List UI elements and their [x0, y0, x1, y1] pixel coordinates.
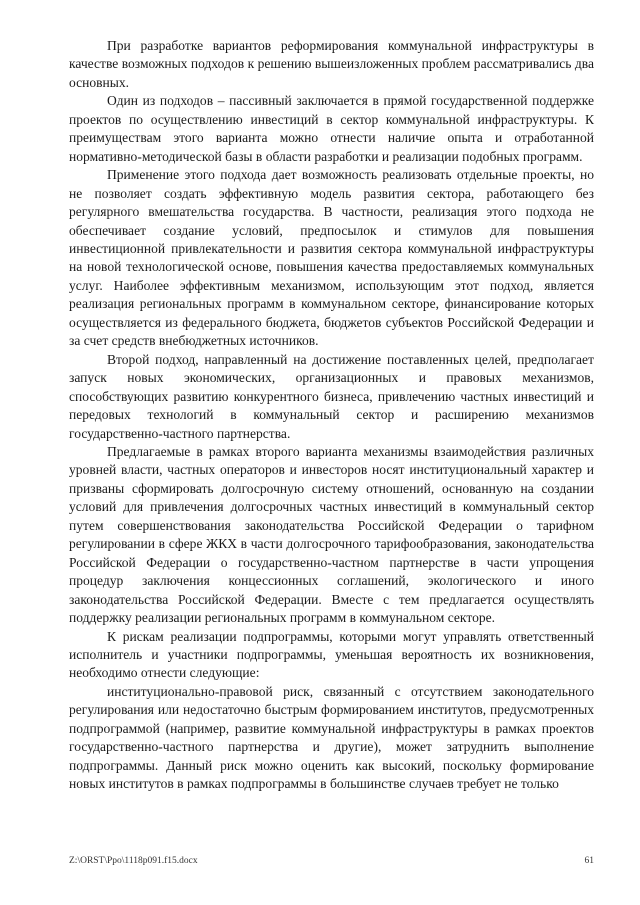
- footer-file-path: Z:\ORST\Ppo\1118p091.f15.docx: [69, 856, 198, 866]
- paragraph-institutional-risk: институционально-правовой риск, связанный с отсутствием законодательного регулирования или недостаточно быстрым формированием институтов, предусмотренных подпрограммой (например, развитие коммунальной инфраструктуры в рамках проектов государственно-частного партнерства и другие), может затруднить выполнение подпрограммы. Данный риск можно оценить как высокий, поскольку формирование новых институтов в рамках подпрограммы в большинстве случаев требует не только: [69, 683, 594, 792]
- paragraph-second-approach: Второй подход, направленный на достижение поставленных целей, предполагает запуск новых экономических, организационных и правовых механизмов, способствующих развитию конкурентного бизнеса, привлечению частных инвестиций и передовых технологий в коммунальный сектор и расширению механизмов государственно-частного партнерства.: [69, 351, 594, 441]
- paragraph-risks-intro: К рискам реализации подпрограммы, которыми могут управлять ответственный исполнитель и участники подпрограммы, уменьшая вероятность их возникновения, необходимо отнести следующие:: [69, 628, 594, 681]
- paragraph-proposed-mechanisms: Предлагаемые в рамках второго варианта механизмы взаимодействия различных уровней власти, частных операторов и инвесторов носят институциональный характер и призваны сформировать долгосрочную систему отношений, основанную на создании условий для привлечения долгосрочных частных инвестиций в коммунальный сектор путем совершенствования законодательства Российской Федерации о тарифном регулировании в сфере ЖКХ в части долгосрочного тарифообразования, законодательства Российской Федерации о государственно-частном партнерстве в части упрощения процедур заключения концессионных соглашений, экологического и иного законодательства Российской Федерации. Вместе с тем предлагается осуществлять поддержку реализации региональных программ в коммунальном секторе.: [69, 443, 594, 626]
- page-number: 61: [584, 856, 594, 866]
- paragraph-passive-approach: Один из подходов – пассивный заключается в прямой государственной поддержке проектов по осуществлению инвестиций в сектор коммунальной инфраструктуры. К преимуществам этого варианта можно отнести наличие опыта и отработанной нормативно-методической базы в области разработки и реализации подобных программ.: [69, 93, 594, 164]
- document-body: [69, 37, 594, 794]
- paragraph-passive-approach-limits: Применение этого подхода дает возможность реализовать отдельные проекты, но не позволяет создать эффективную модель развития сектора, работающего без регулярного вмешательства государства. В частности, реализация этого подхода не обеспечивает создание условий, предпосылок и стимулов для повышения инвестиционной привлекательности и развития сектора коммунальной инфраструктуры на новой технологической основе, повышения качества предоставляемых коммунальных услуг. Наиболее эффективным механизмом, использующим этот подход, является реализация региональных программ в коммунальном секторе, финансирование которых осуществляется из федерального бюджета, бюджетов субъектов Российской Федерации и за счет средств внебюджетных источников.: [69, 167, 594, 349]
- paragraph-reform-approaches: При разработке вариантов реформирования коммунальной инфраструктуры в качестве возможных подходов к решению вышеизложенных проблем рассматривались два основных.: [69, 38, 594, 90]
